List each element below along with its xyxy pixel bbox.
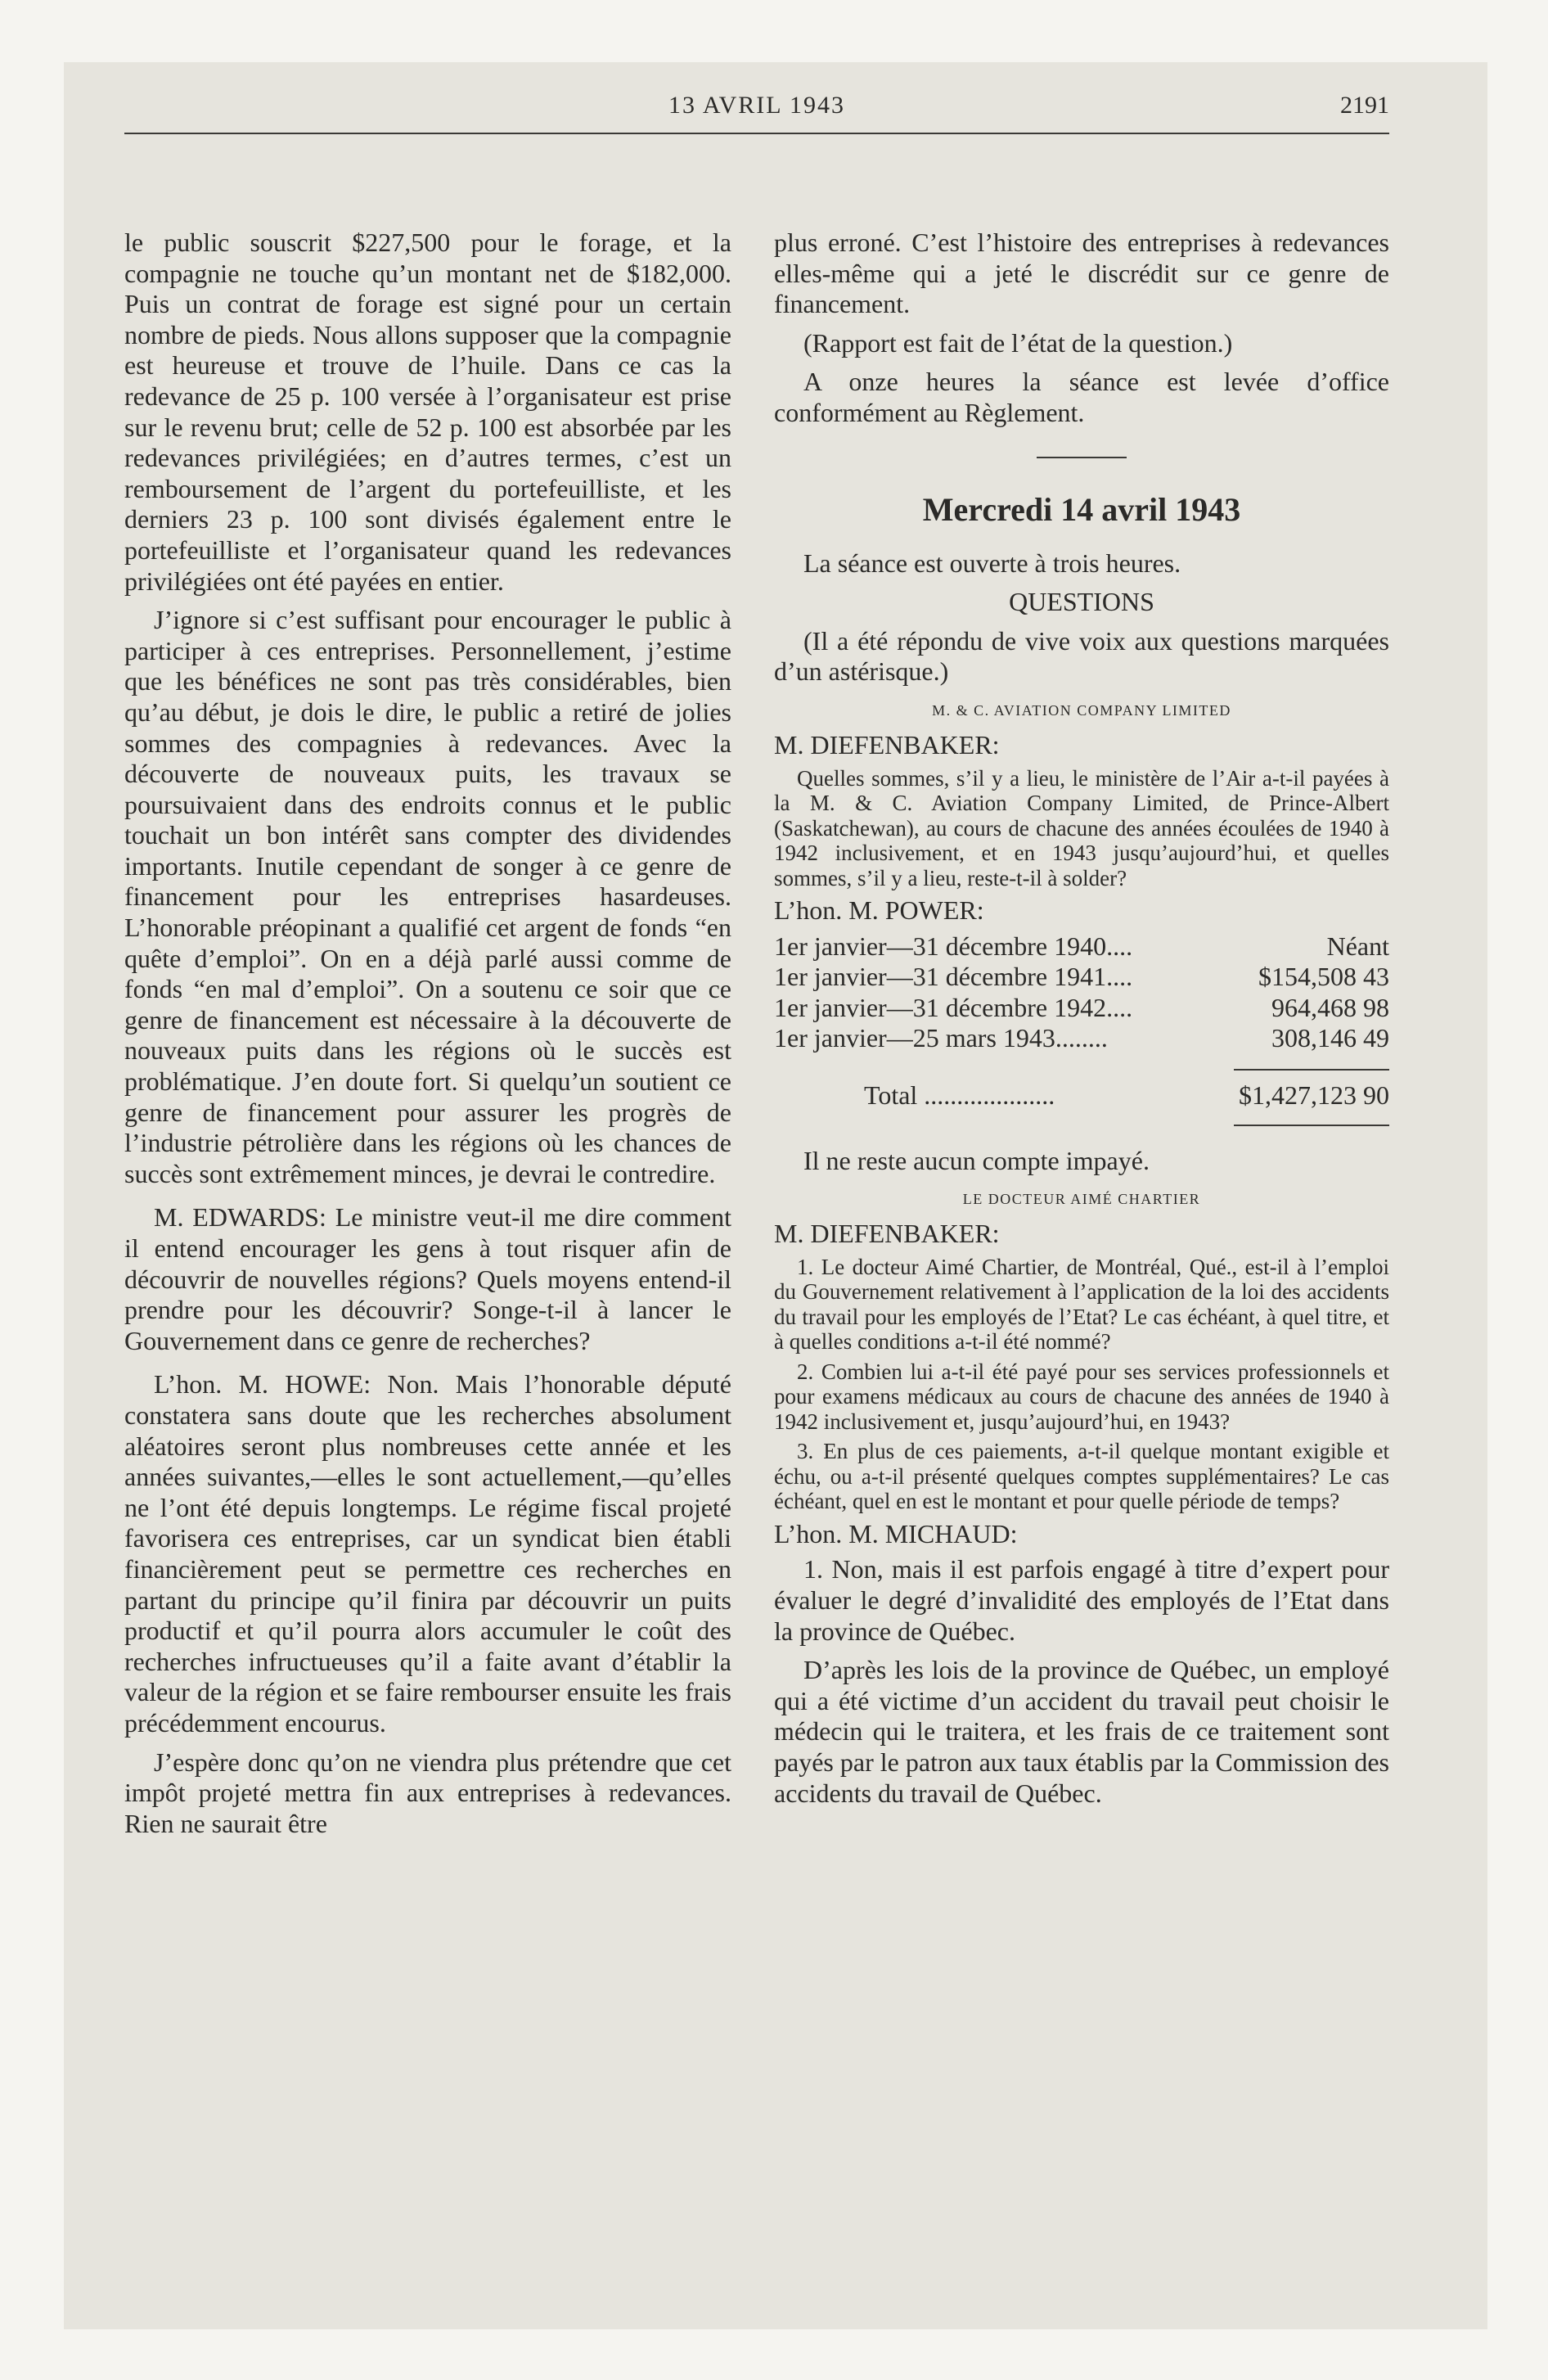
opening-line: La séance est ouverte à trois heures. <box>803 548 1181 578</box>
total-amount: $1,427,123 90 <box>1239 1080 1389 1110</box>
question-item: 2. Combien lui a-t-il été payé pour ses services professionnels et pour examens médicaux au cours de chacune des années de 1940 à 1942 inclusivement et, jusqu’aujourd’hui, en 1943? <box>774 1359 1389 1434</box>
question-heading: M. & C. AVIATION COMPANY LIMITED <box>932 701 1231 719</box>
paragraph: L’hon. M. HOWE: Non. Mais l’honorable député constatera sans doute que les recherches absolument aléatoires seront plus nombreuses cette année et les années suivantes,—elles le sont actuellement,—qu’elles ne l’ont été depuis longtemps. Le régime fiscal projeté favorisera ces entreprises, car un syndicat bien établi financièrement peut se permettre ces recherches en partant du principe qu’il finira par découvrir un puits productif et qu’il pourra alors accumuler le coût des recherches infructueuses qu’il a faite avant d’établir la valeur de la région et se faire rembourser ensuite les frais précédemment encourus. <box>124 1369 731 1738</box>
question-text: Quelles sommes, s’il y a lieu, le ministère de l’Air a-t-il payées à la M. & C. Aviation Company Limited, de Prince-Albert (Saskatchewan), au cours de chacune des années écoulées de 1940 à 1942 inclusivement, et en 1943 jusqu’aujourd’hui, et quelles sommes, s’il y a lieu, reste-t-il à solder? <box>774 765 1389 890</box>
speaker-name: M. DIEFENBAKER: <box>774 729 1000 760</box>
payment-amount: $154,508 43 <box>1258 962 1389 992</box>
right-column <box>774 228 1389 1817</box>
paragraph: M. EDWARDS: Le ministre veut-il me dire comment il entend encourager les gens à tout risquer afin de découvrir de nouvelles régions? Quels moyens entend-il prendre pour les découvrir? Songe-t-il à lancer le Gouvernement dans ce genre de recherches? <box>124 1202 731 1355</box>
paragraph: Il ne reste aucun compte impayé. <box>803 1145 1150 1175</box>
table-row <box>774 962 1389 993</box>
total-rule <box>1234 1069 1389 1071</box>
paragraph: J’ignore si c’est suffisant pour encourager le public à participer à ces entreprises. Personnellement, j’estime que les bénéfices ne sont pas très considérables, bien qu’au début, je dois le dire, le public a retiré de jolies sommes des compagnies à redevances. Avec la découverte de nouveaux puits, les travaux se poursuivaient dans des endroits connus et le public touchait un bon intérêt sans compter des dividendes importants. Inutile cependant de songer à ce genre de financement pour les entreprises hasardeuses. L’honorable préopinant a qualifié cet argent de fonds “en quête d’emploi”. On en a déjà parlé aussi comme de fonds “en mal d’emploi”. On a soutenu ce soir que ce genre de financement est nécessaire à la découverte de nouveaux puits dans les régions où le succès est problématique. J’en doute fort. Si quelqu’un soutient ce genre de financement pour assurer les progrès de l’industrie pétrolière dans les régions où les chances de succès sont extrêmement minces, je devrai le contredire. <box>124 605 731 1188</box>
question-item: 3. En plus de ces paiements, a-t-il quelque montant exigible et échu, ou a-t-il présenté quelques comptes supplémentaires? Le cas échéant, quel en est le montant et pour quelle période de temps? <box>774 1439 1389 1514</box>
payment-amount: Néant <box>1326 931 1389 961</box>
speaker-name: L’hon. M. POWER: <box>774 895 984 926</box>
total-rule <box>1234 1125 1389 1126</box>
total-row <box>774 1080 1389 1111</box>
header-date: 13 AVRIL 1943 <box>668 92 846 119</box>
speaker-name: M. DIEFENBAKER: <box>774 1219 1000 1249</box>
payment-period: 1er janvier—31 décembre 1940.... <box>774 931 1133 961</box>
page-number: 2191 <box>1340 92 1389 119</box>
speaker-name: L’hon. M. MICHAUD: <box>774 1518 1018 1548</box>
paragraph: le public souscrit $227,500 pour le forage, et la compagnie ne touche qu’un montant net de $182,000. Puis un contrat de forage est signé pour un certain nombre de pieds. Nous allons supposer que la compagnie est heureuse et trouve de l’huile. Dans ce cas la redevance de 25 p. 100 versée à l’organisateur est prise sur le revenu brut; celle de 52 p. 100 est absorbée par les redevances privilégiées; en d’autres termes, c’est un remboursement de l’argent du portefeuilliste, et les derniers 23 p. 100 sont divisés également entre le portefeuilliste et l’organisateur quand les redevances privilégiées ont été payées en entier. <box>124 228 731 596</box>
payment-period: 1er janvier—31 décembre 1941.... <box>774 962 1133 992</box>
paragraph: A onze heures la séance est levée d’office conformément au Règlement. <box>774 367 1389 427</box>
question-heading: LE DOCTEUR AIMÉ CHARTIER <box>962 1191 1201 1208</box>
sitting-date-heading: Mercredi 14 avril 1943 <box>922 490 1241 528</box>
table-row <box>774 993 1389 1024</box>
payment-amount: 308,146 49 <box>1271 1023 1389 1053</box>
paragraph: plus erroné. C’est l’histoire des entreprises à redevances elles-même qui a jeté le discrédit sur ce genre de financement. <box>774 228 1389 319</box>
questions-heading: QUESTIONS <box>1009 587 1154 617</box>
paragraph: J’espère donc qu’on ne viendra plus prétendre que cet impôt projeté mettra fin aux entreprises à redevances. Rien ne saurait être <box>124 1747 731 1838</box>
paragraph: (Rapport est fait de l’état de la question.) <box>803 327 1233 358</box>
paragraph: 1. Non, mais il est parfois engagé à titre d’expert pour évaluer le degré d’invalidité des employés de l’Etat dans la province de Québec. <box>774 1554 1389 1646</box>
payment-amount: 964,468 98 <box>1271 992 1389 1022</box>
question-item: 1. Le docteur Aimé Chartier, de Montréal, Qué., est-il à l’emploi du Gouvernement relativement à l’application de la loi des accidents du travail pour les employés de l’Etat? Le cas échéant, à quel titre, et à quelles conditions a-t-il été nommé? <box>774 1254 1389 1355</box>
total-label: Total .................... <box>864 1080 1055 1110</box>
payment-period: 1er janvier—31 décembre 1942.... <box>774 992 1133 1022</box>
table-row <box>774 931 1389 962</box>
payments-table <box>774 931 1389 1054</box>
section-divider <box>1037 457 1127 458</box>
left-column <box>124 228 731 1847</box>
paragraph: D’après les lois de la province de Québec, un employé qui a été victime d’un accident du travail peut choisir le médecin qui le traitera, et les frais de ce traitement sont payés par le patron aux taux établis par la Commission des accidents du travail de Québec. <box>774 1655 1389 1808</box>
payment-period: 1er janvier—25 mars 1943........ <box>774 1023 1108 1053</box>
page-header <box>124 92 1389 134</box>
questions-note: (Il a été répondu de vive voix aux questions marquées d’un astérisque.) <box>774 625 1389 687</box>
table-row <box>774 1023 1389 1054</box>
